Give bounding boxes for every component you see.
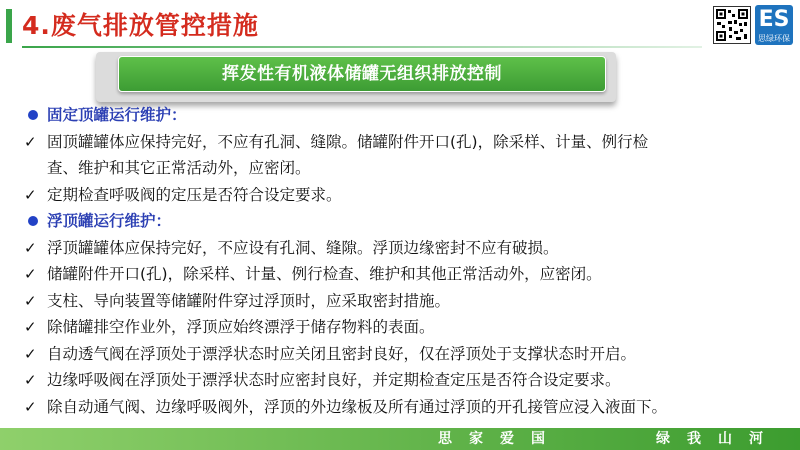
title-accent-bar — [6, 9, 12, 43]
checkmark-icon: ✓ — [24, 344, 37, 363]
footer-bar — [0, 428, 800, 450]
footer-slogan-right: 绿我山河 — [656, 431, 780, 447]
blue-dot-icon — [28, 216, 38, 226]
list-item: ✓ 定期检查呼吸阀的定压是否符合设定要求。 — [24, 182, 794, 209]
checkmark-icon: ✓ — [24, 291, 37, 310]
page-title: 4.废气排放管控措施 — [22, 11, 259, 40]
content-list — [24, 102, 794, 420]
list-item: ✓ 除自动通气阀、边缘呼吸阀外，浮顶的外边缘板及所有通过浮顶的开孔接管应浸入液面下。 — [24, 394, 794, 421]
checkmark-icon: ✓ — [24, 318, 37, 336]
list-item: ✓ 储罐附件开口(孔)，除采样、计量、例行检查、维护和其他正常活动外，应密闭。 — [24, 261, 794, 288]
title-underline — [22, 46, 702, 48]
checkmark-icon: ✓ — [24, 185, 37, 204]
list-item: ✓ 自动透气阀在浮顶处于漂浮状态时应关闭且密封良好，仅在浮顶处于支撑状态时开启。 — [24, 341, 794, 368]
list-item: ✓ 浮顶罐罐体应保持完好，不应设有孔洞、缝隙。浮顶边缘密封不应有破损。 — [24, 235, 794, 262]
company-logo-icon — [755, 5, 793, 45]
blue-dot-icon — [28, 110, 38, 120]
list-item: ✓ 边缘呼吸阀在浮顶处于漂浮状态时应密封良好，并定期检查定压是否符合设定要求。 — [24, 367, 794, 394]
section-banner: 挥发性有机液体储罐无组织排放控制 — [118, 56, 606, 92]
footer-slogan-left: 思家爱国 — [438, 431, 562, 447]
list-item: ✓ 固顶罐罐体应保持完好，不应有孔洞、缝隙。储罐附件开口(孔)，除采样、计量、例行检 — [24, 129, 794, 156]
list-item: ✓ 支柱、导向装置等储罐附件穿过浮顶时，应采取密封措施。 — [24, 288, 794, 315]
list-item: ✓ 除储罐排空作业外，浮顶应始终漂浮于储存物料的表面。 — [24, 314, 794, 341]
list-item-continuation: 查、维护和其它正常活动外，应密闭。 — [47, 159, 311, 177]
section-heading: 固定顶罐运行维护： — [24, 102, 794, 129]
logo-mark: ES — [758, 7, 790, 32]
checkmark-icon: ✓ — [24, 132, 37, 151]
checkmark-icon: ✓ — [24, 238, 37, 257]
checkmark-icon: ✓ — [24, 371, 37, 389]
section-heading: 浮顶罐运行维护： — [24, 208, 794, 235]
checkmark-icon: ✓ — [24, 397, 37, 416]
qr-code-icon — [713, 6, 751, 44]
checkmark-icon: ✓ — [24, 265, 37, 283]
logo-text: 思绿环保 — [758, 34, 790, 43]
